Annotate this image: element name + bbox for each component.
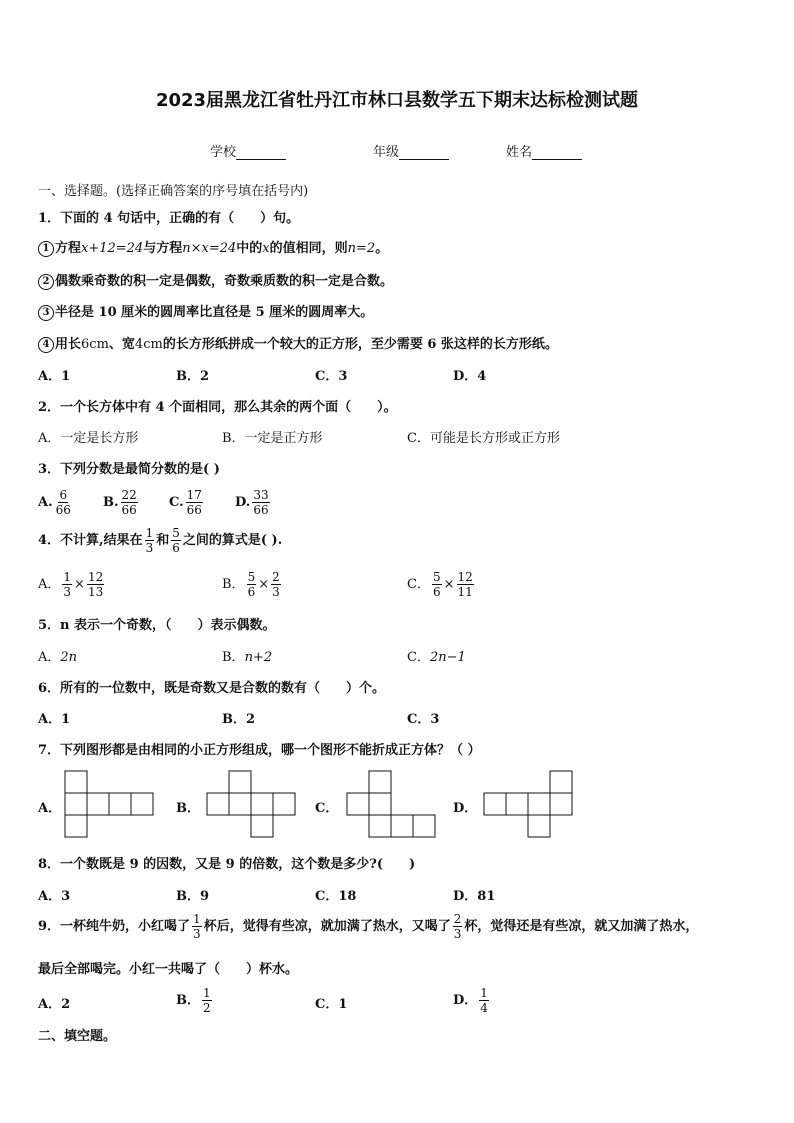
section-1-heading: 一、选择题。(选择正确答案的序号填在括号内) bbox=[38, 184, 309, 199]
q1-s1-text-d: 的值相同，则 bbox=[269, 241, 348, 256]
net-a-square bbox=[65, 771, 87, 793]
q3-label-d: D. bbox=[235, 495, 251, 510]
net-b-square bbox=[207, 793, 229, 815]
q9-option-a[interactable] bbox=[38, 993, 70, 1012]
net-c-square bbox=[413, 815, 435, 837]
school-blank[interactable] bbox=[236, 146, 286, 160]
q7-net-b[interactable] bbox=[206, 770, 300, 840]
q5-expr-c: 2n−1 bbox=[429, 650, 466, 665]
net-c-square bbox=[369, 815, 391, 837]
q6-option-b[interactable]: B．2 bbox=[222, 712, 256, 727]
school-label: 学校 bbox=[210, 145, 237, 160]
net-a-square bbox=[65, 815, 87, 837]
q4-f2-denominator: 6 bbox=[172, 541, 180, 555]
q4-a-f2-denominator: 13 bbox=[87, 585, 104, 599]
q5-expr-a: 2n bbox=[60, 650, 78, 665]
q9-f1-denominator: 3 bbox=[193, 927, 201, 941]
q8-option-b[interactable]: B．9 bbox=[176, 889, 210, 904]
q3-fraction-a bbox=[55, 488, 72, 517]
q4-f1-denominator: 3 bbox=[145, 541, 154, 555]
circled-four-mark: 4 bbox=[38, 337, 54, 353]
q9-stem-line-2: 最后全部喝完。小红一共喝了（ ）杯水。 bbox=[38, 962, 299, 977]
q7-label-a: A． bbox=[38, 801, 62, 816]
net-a-square bbox=[65, 793, 87, 815]
q4-fraction-1 bbox=[145, 526, 155, 555]
q6-option-c[interactable]: C．3 bbox=[407, 712, 440, 727]
q4-c-fraction-2 bbox=[457, 570, 474, 599]
q3-b-denominator: 66 bbox=[121, 503, 137, 517]
q3-stem: 3．下列分数是最简分数的是( ) bbox=[38, 462, 220, 477]
net-d-square bbox=[484, 793, 506, 815]
q3-option-a[interactable] bbox=[38, 488, 74, 517]
q1-s4-text-b: 、宽 bbox=[108, 337, 135, 352]
q4-c-f1-denominator: 6 bbox=[432, 585, 441, 599]
q9-stem-text-b: 杯后，觉得有些凉，就加满了热水，又喝了 bbox=[203, 919, 451, 934]
q9-option-b[interactable] bbox=[176, 986, 214, 1015]
q3-option-c[interactable] bbox=[169, 488, 205, 517]
q4-b-f2-numerator: 2 bbox=[272, 570, 280, 584]
q8-option-a[interactable]: A．3 bbox=[38, 889, 71, 904]
q8-stem: 8．一个数既是 9 的因数，又是 9 的倍数，这个数是多少?( ) bbox=[38, 857, 416, 872]
q4-a-fraction-2 bbox=[87, 570, 104, 599]
q4-a-f2-numerator: 12 bbox=[87, 570, 104, 584]
q9-option-c[interactable] bbox=[315, 993, 347, 1012]
name-blank[interactable] bbox=[532, 146, 582, 160]
name-label: 姓名 bbox=[506, 145, 533, 160]
q1-s1-variable: x bbox=[262, 241, 270, 256]
q4-label-b: B． bbox=[222, 577, 245, 592]
q3-option-b[interactable] bbox=[103, 488, 140, 517]
grade-field bbox=[373, 141, 449, 160]
q7-net-d[interactable] bbox=[483, 770, 577, 840]
q9-fraction-2 bbox=[453, 912, 463, 941]
net-c-square bbox=[391, 815, 413, 837]
q7-stem: 7．下列图形都是由相同的小正方形组成，哪一个图形不能折成正方体？（ ） bbox=[38, 743, 481, 758]
q9-option-d[interactable] bbox=[453, 986, 491, 1015]
q9-stem-text-a: 9．一杯纯牛奶，小红喝了 bbox=[38, 919, 191, 934]
q1-s1-text-c: 中的 bbox=[236, 241, 263, 256]
q9-b-denominator: 2 bbox=[203, 1001, 211, 1015]
q4-b-fraction-1 bbox=[247, 570, 257, 599]
q9-label-c: C． bbox=[315, 997, 339, 1012]
q1-s1-equation-3: n=2 bbox=[347, 241, 376, 256]
net-c-square bbox=[347, 793, 369, 815]
net-a-square bbox=[109, 793, 131, 815]
net-d-square bbox=[528, 793, 550, 815]
q4-c-fraction-1 bbox=[432, 570, 442, 599]
net-b-square bbox=[273, 793, 295, 815]
q4-f1-numerator: 1 bbox=[145, 526, 154, 540]
q3-b-numerator: 22 bbox=[121, 488, 137, 502]
q6-stem: 6．所有的一位数中，既是奇数又是合数的数有（ ）个。 bbox=[38, 681, 386, 696]
q3-c-denominator: 66 bbox=[186, 503, 202, 517]
q3-fraction-b bbox=[121, 488, 138, 517]
q9-f2-numerator: 2 bbox=[453, 912, 462, 926]
q3-d-numerator: 33 bbox=[253, 488, 269, 502]
q3-label-c: C. bbox=[169, 495, 184, 510]
q5-label-b: B． bbox=[222, 650, 245, 665]
q4-option-c[interactable] bbox=[407, 570, 476, 599]
q3-label-a: A. bbox=[38, 495, 53, 510]
q4-label-c: C． bbox=[407, 577, 430, 592]
q3-fraction-d bbox=[252, 488, 269, 517]
grade-label: 年级 bbox=[373, 145, 400, 160]
q9-label-d: D． bbox=[453, 993, 478, 1008]
name-field bbox=[506, 141, 582, 160]
q4-stem bbox=[38, 526, 282, 555]
q9-stem-text-c: 杯，觉得还是有些凉，就又加满了热水， bbox=[464, 919, 699, 934]
q3-a-denominator: 66 bbox=[55, 503, 71, 517]
q6-option-a[interactable]: A．1 bbox=[38, 712, 71, 727]
q4-a-f1-denominator: 3 bbox=[63, 585, 72, 599]
q9-value-c: 1 bbox=[338, 997, 348, 1012]
q1-s1-text-b: 与方程 bbox=[143, 241, 183, 256]
q7-net-c[interactable] bbox=[346, 770, 440, 840]
q9-label-b: B． bbox=[176, 993, 200, 1008]
q5-stem: 5．n 表示一个奇数，（ ）表示偶数。 bbox=[38, 618, 276, 633]
q5-option-a[interactable] bbox=[38, 646, 77, 665]
q7-label-c: C． bbox=[315, 801, 339, 816]
q4-b-f1-numerator: 5 bbox=[247, 570, 256, 584]
q1-s4-text-a: 用长 bbox=[55, 337, 82, 352]
circled-three-mark: 3 bbox=[38, 305, 54, 321]
q3-a-numerator: 6 bbox=[59, 488, 68, 502]
section-2-heading: 二、填空题。 bbox=[38, 1029, 117, 1044]
q9-fraction-b bbox=[202, 986, 212, 1015]
q4-label-a: A． bbox=[38, 577, 61, 592]
q4-c-times-sign: × bbox=[443, 577, 455, 592]
q9-stem-line-1 bbox=[38, 912, 698, 941]
q5-expr-b: n+2 bbox=[244, 650, 273, 665]
circled-one-mark: 1 bbox=[38, 241, 54, 257]
net-a-square bbox=[87, 793, 109, 815]
q1-s2-text: 偶数乘奇数的积一定是偶数，奇数乘质数的积一定是合数。 bbox=[55, 274, 394, 289]
q1-s4-text-c: 的长方形纸拼成一个较大的正方形，至少需要 6 张这样的长方形纸。 bbox=[162, 337, 558, 352]
q4-b-times-sign: × bbox=[258, 577, 270, 592]
q2-option-a[interactable]: A．一定是长方形 bbox=[38, 431, 139, 446]
q1-statement-3 bbox=[38, 301, 373, 321]
q1-s1-equation-2: n×x=24 bbox=[182, 241, 237, 256]
q1-option-b[interactable]: B．2 bbox=[176, 369, 210, 384]
q8-option-d[interactable]: D．81 bbox=[453, 889, 496, 904]
q3-label-b: B. bbox=[103, 495, 119, 510]
q1-stem: 1．下面的 4 句话中，正确的有（ ）句。 bbox=[38, 211, 300, 226]
q9-d-denominator: 4 bbox=[480, 1001, 488, 1015]
net-d-square bbox=[528, 815, 550, 837]
q9-fraction-1 bbox=[192, 912, 202, 941]
q3-c-numerator: 17 bbox=[186, 488, 202, 502]
q5-option-b[interactable] bbox=[222, 646, 272, 665]
q9-f1-numerator: 1 bbox=[193, 912, 201, 926]
q4-a-fraction-1 bbox=[62, 570, 72, 599]
net-b-square bbox=[251, 815, 273, 837]
q9-f2-denominator: 3 bbox=[453, 927, 462, 941]
q4-stem-text-a: 4．不计算,结果在 bbox=[38, 533, 143, 548]
q4-stem-text-c: 之间的算式是( ). bbox=[182, 533, 283, 548]
q2-option-c[interactable]: C．可能是长方形或正方形 bbox=[407, 431, 560, 446]
q4-b-f1-denominator: 6 bbox=[247, 585, 256, 599]
q1-option-a[interactable]: A．1 bbox=[38, 369, 71, 384]
q4-c-f2-denominator: 11 bbox=[457, 585, 473, 599]
school-field bbox=[210, 141, 286, 160]
q1-s1-text-e: 。 bbox=[375, 241, 389, 256]
q1-s3-text: 半径是 10 厘米的圆周率比直径是 5 厘米的圆周率大。 bbox=[55, 305, 374, 320]
q9-value-a: 2 bbox=[61, 997, 71, 1012]
q4-option-b[interactable] bbox=[222, 570, 283, 599]
q4-fraction-2 bbox=[171, 526, 181, 555]
q8-option-c[interactable]: C．18 bbox=[315, 889, 357, 904]
q9-b-numerator: 1 bbox=[203, 986, 211, 1000]
net-c-square bbox=[369, 771, 391, 793]
q9-label-a: A． bbox=[38, 997, 62, 1012]
q1-s4-length: 6cm bbox=[81, 337, 109, 352]
q5-label-c: C． bbox=[407, 650, 430, 665]
q4-a-times-sign: × bbox=[74, 577, 85, 592]
q4-b-f2-denominator: 3 bbox=[272, 585, 280, 599]
q4-f2-numerator: 5 bbox=[172, 526, 180, 540]
q1-s1-text-a: 方程 bbox=[55, 241, 82, 256]
q1-option-c[interactable]: C．3 bbox=[315, 369, 348, 384]
q7-label-b: B． bbox=[176, 801, 200, 816]
net-d-square bbox=[506, 793, 528, 815]
q4-a-f1-numerator: 1 bbox=[63, 570, 72, 584]
q1-option-d[interactable]: D．4 bbox=[453, 369, 487, 384]
q4-option-a[interactable] bbox=[38, 570, 106, 599]
net-b-square bbox=[229, 771, 251, 793]
q1-s4-width: 4cm bbox=[134, 337, 163, 352]
q7-label-d: D． bbox=[453, 801, 478, 816]
q1-s1-equation-1: x+12=24 bbox=[81, 241, 144, 256]
circled-two-mark: 2 bbox=[38, 274, 54, 290]
net-c-square bbox=[369, 793, 391, 815]
q4-c-f2-numerator: 12 bbox=[457, 570, 473, 584]
q2-option-b[interactable]: B．一定是正方形 bbox=[222, 431, 323, 446]
q7-net-a[interactable] bbox=[64, 770, 158, 840]
q1-statement-2 bbox=[38, 270, 393, 290]
net-a-square bbox=[131, 793, 153, 815]
q4-stem-text-b: 和 bbox=[156, 533, 170, 548]
q3-fraction-c bbox=[186, 488, 203, 517]
net-d-square bbox=[550, 793, 572, 815]
net-b-square bbox=[229, 793, 251, 815]
q3-option-d[interactable] bbox=[235, 488, 272, 517]
q9-fraction-d bbox=[479, 986, 489, 1015]
q4-c-f1-numerator: 5 bbox=[432, 570, 441, 584]
q9-d-numerator: 1 bbox=[480, 986, 488, 1000]
q3-d-denominator: 66 bbox=[253, 503, 269, 517]
q1-statement-4 bbox=[38, 333, 558, 353]
net-d-square bbox=[550, 771, 572, 793]
q5-option-c[interactable] bbox=[407, 646, 466, 665]
q1-statement-1 bbox=[38, 237, 388, 257]
page-title: 2023届黑龙江省牡丹江市林口县数学五下期末达标检测试题 bbox=[155, 90, 639, 111]
q2-stem: 2．一个长方体中有 4 个面相同，那么其余的两个面（ ）。 bbox=[38, 400, 397, 415]
q5-label-a: A． bbox=[38, 650, 61, 665]
grade-blank[interactable] bbox=[399, 146, 449, 160]
net-b-square bbox=[251, 793, 273, 815]
q4-b-fraction-2 bbox=[271, 570, 281, 599]
